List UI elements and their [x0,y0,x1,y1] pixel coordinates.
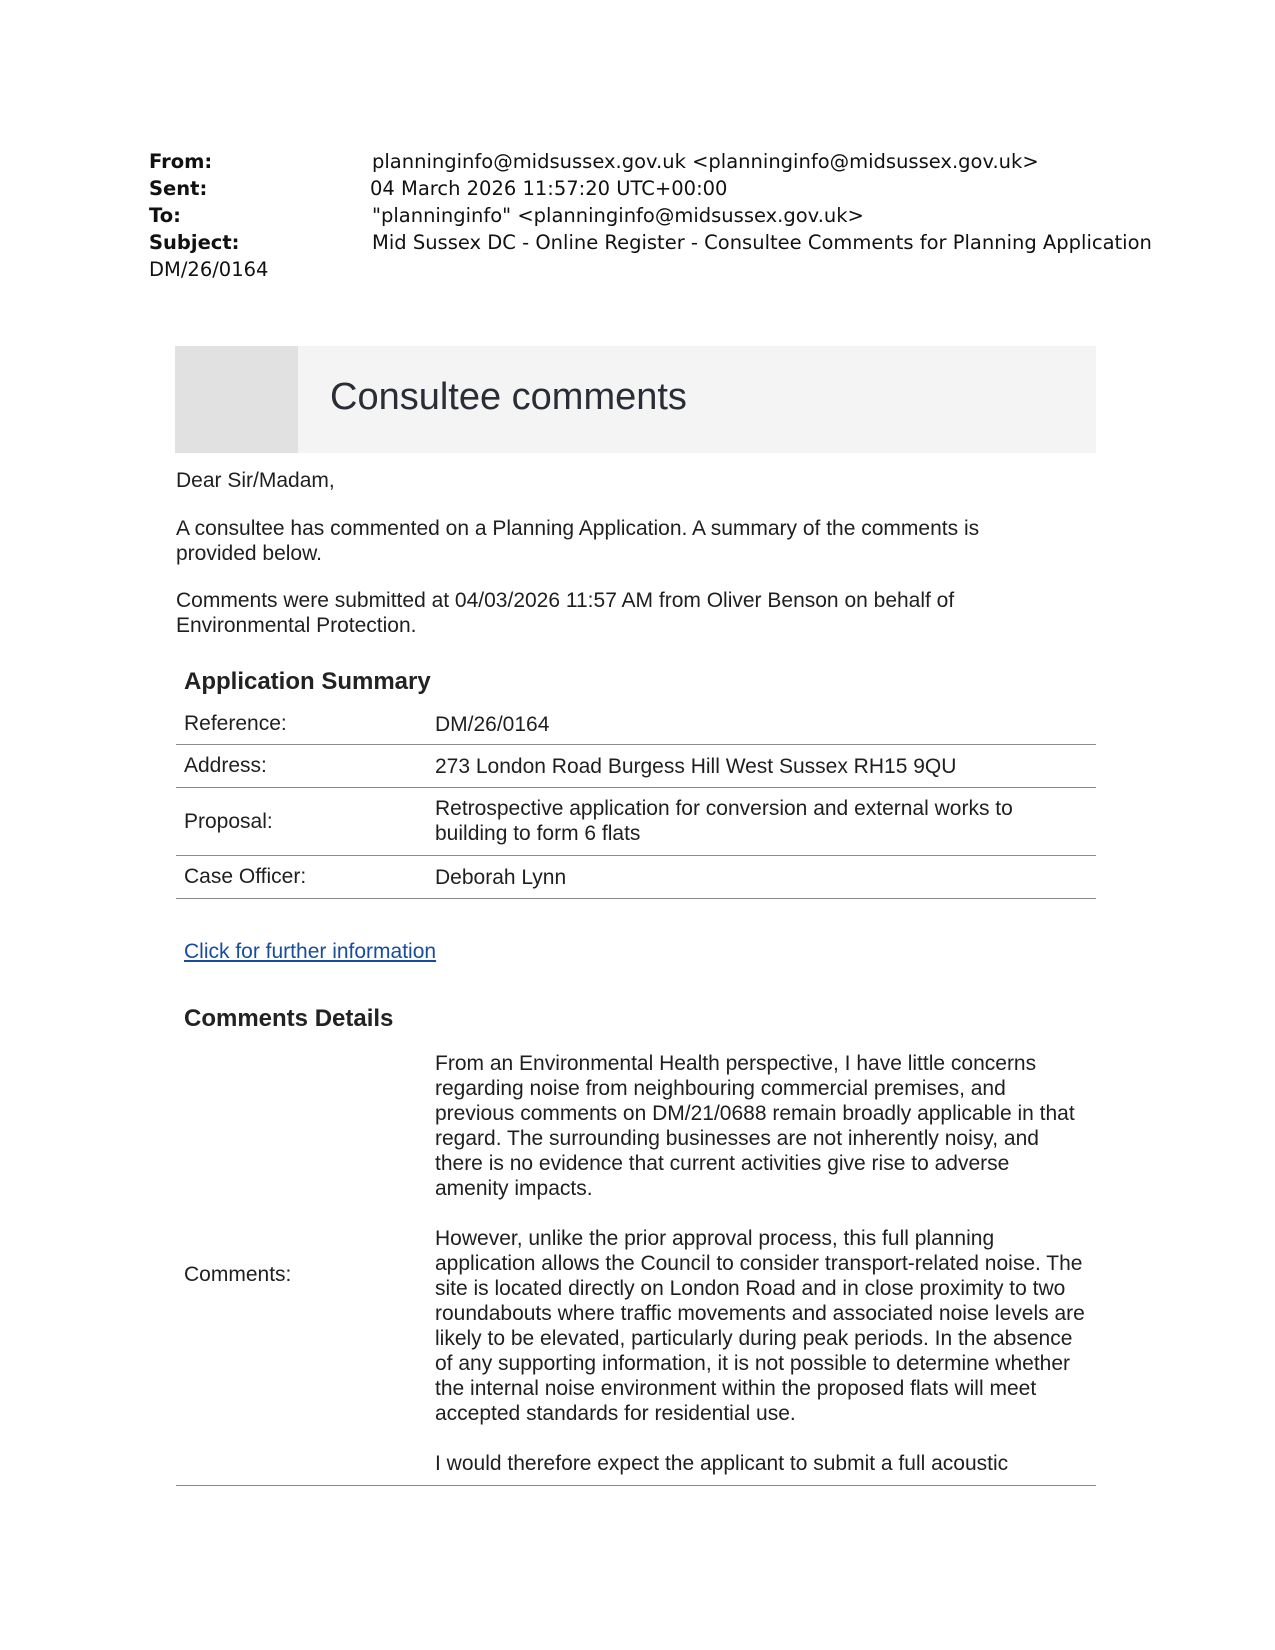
sent-label: Sent: [149,177,208,200]
sent-value: 04 March 2026 11:57:20 UTC+00:00 [370,177,728,200]
banner-title: Consultee comments [330,376,687,418]
to-label: To: [149,204,181,227]
subject-continued: DM/26/0164 [149,258,269,281]
case-officer-label: Case Officer: [184,865,307,888]
comments-row [176,1045,1096,1486]
case-officer-value: Deborah Lynn [435,866,567,889]
application-summary-title: Application Summary [184,668,431,695]
email-header-from [149,150,212,173]
email-header-subject [149,231,239,254]
address-label: Address: [184,754,267,777]
reference-value: DM/26/0164 [435,713,550,736]
to-value: "planninginfo" <planninginfo@midsussex.gov.uk> [372,204,864,227]
banner-side-block [175,346,298,453]
consultee-banner [175,346,1096,453]
from-label: From: [149,150,213,173]
comment-paragraph-1: From an Environmental Health perspective, I have little concerns regarding noise from neighbouring commercial premises, and previous comments on DM/21/0688 remain broadly applicable in that regard. The surrounding businesses are not inherently noisy, and there is no evidence that current activities give rise to adverse amenity impacts. [435,1052,1075,1200]
further-information-link[interactable]: Click for further information [184,940,437,963]
address-value: 273 London Road Burgess Hill West Sussex RH15 9QU [435,755,957,778]
summary-row-address [176,745,1096,788]
from-value: planninginfo@midsussex.gov.uk <planninginfo@midsussex.gov.uk> [372,150,1039,173]
email-header-sent [149,177,207,200]
comments-details-title: Comments Details [184,1005,394,1032]
intro-paragraph-1: A consultee has commented on a Planning Application. A summary of the comments is provided below. [176,517,980,565]
comments-label: Comments: [184,1263,292,1286]
summary-row-proposal [176,788,1096,856]
comment-paragraph-3: I would therefore expect the applicant to submit a full acoustic [435,1452,1009,1475]
email-header-to [149,204,181,227]
subject-value: Mid Sussex DC - Online Register - Consultee Comments for Planning Application [372,231,1152,254]
subject-label: Subject: [149,231,240,254]
comment-paragraph-2: However, unlike the prior approval process, this full planning application allows the Council to consider transport-related noise. The site is located directly on London Road and in close proximity to two roundabouts where traffic movements and associated noise levels are likely to be elevated, particularly during peak periods. In the absence of any supporting information, it is not possible to determine whether the internal noise environment within the proposed flats will meet accepted standards for residential use. [435,1227,1085,1425]
intro-paragraph-2: Comments were submitted at 04/03/2026 11:57 AM from Oliver Benson on behalf of Environmental Protection. [176,589,955,637]
proposal-label: Proposal: [184,810,273,833]
reference-label: Reference: [184,712,287,735]
proposal-value: Retrospective application for conversion and external works to building to form 6 flats [435,797,1013,845]
comments-text [435,1051,1085,1501]
summary-row-case-officer [176,856,1096,899]
greeting: Dear Sir/Madam, [176,469,335,492]
summary-row-reference [176,702,1096,745]
